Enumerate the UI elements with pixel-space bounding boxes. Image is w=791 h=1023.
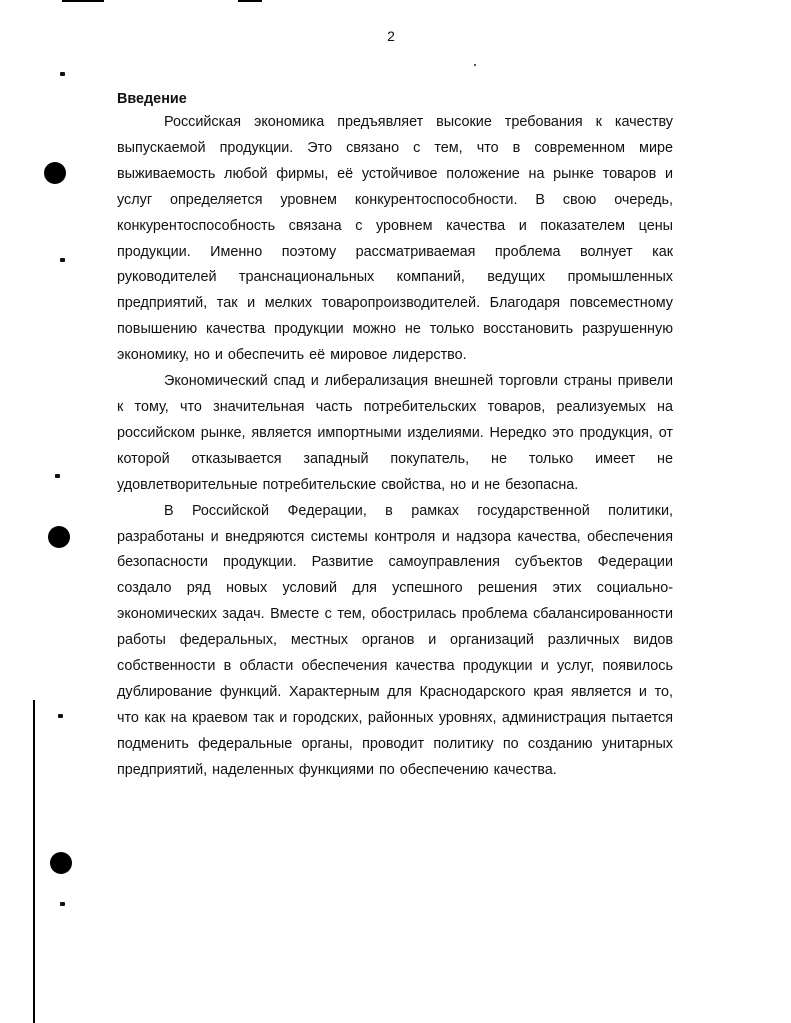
paragraph: Экономический спад и либерализация внешней торговли страны привели к тому, что значительная часть потребительских товаров, реализуемых на российском рынке, является импортными изделиями. Нередко это продукция, от которой отказывается западный покупатель, не только имеет не удовлетворительные потребительские свойства, но и не безопасна. bbox=[117, 373, 673, 493]
document-body bbox=[117, 88, 673, 784]
page-number: 2 bbox=[387, 28, 395, 44]
paragraph: Российская экономика предъявляет высокие требования к качеству выпускаемой продукции. Это связано с тем, что в современном мире выживаемость любой фирмы, её устойчивое положение на рынке товаров и услуг определяется уровнем конкурентоспособности. В свою очередь, конкурентоспособность связана с уровнем качества и показателем цены продукции. Именно поэтому рассматриваемая проблема волнует как руководителей транснациональных компаний, ведущих промышленных предприятий, так и мелких товаропроизводителей. Благодаря повсеместному повышению качества продукции можно не только восстановить разрушенную экономику, но и обеспечить её мировое лидерство. bbox=[117, 114, 673, 364]
punch-hole bbox=[44, 162, 66, 184]
scan-speck bbox=[60, 258, 65, 262]
scan-dot bbox=[474, 64, 476, 66]
scan-speck bbox=[58, 714, 63, 718]
punch-hole bbox=[50, 852, 72, 874]
punch-hole bbox=[48, 526, 70, 548]
scan-left-edge bbox=[33, 700, 35, 1023]
scan-speck bbox=[55, 474, 60, 478]
scan-edge-mark bbox=[238, 0, 262, 2]
scan-speck bbox=[60, 902, 65, 906]
section-heading: Введение bbox=[117, 91, 187, 107]
paragraph: В Российской Федерации, в рамках государственной политики, разработаны и внедряются системы контроля и надзора качества, обеспечения безопасности продукции. Развитие самоуправления субъектов Федерации создало ряд новых условий для успешного решения этих социально-экономических задач. Вместе с тем, обострилась проблема сбалансированности работы федеральных, местных органов и организаций различных видов собственности в области обеспечения качества продукции и услуг, появилось дублирование функций. Характерным для Краснодарского края является и то, что как на краевом так и городских, районных уровнях, администрация пытается подменить федеральные органы, проводит политику по созданию унитарных предприятий, наделенных функциями по обеспечению качества. bbox=[117, 502, 673, 778]
scan-speck bbox=[60, 72, 65, 76]
scan-edge-mark bbox=[62, 0, 104, 2]
